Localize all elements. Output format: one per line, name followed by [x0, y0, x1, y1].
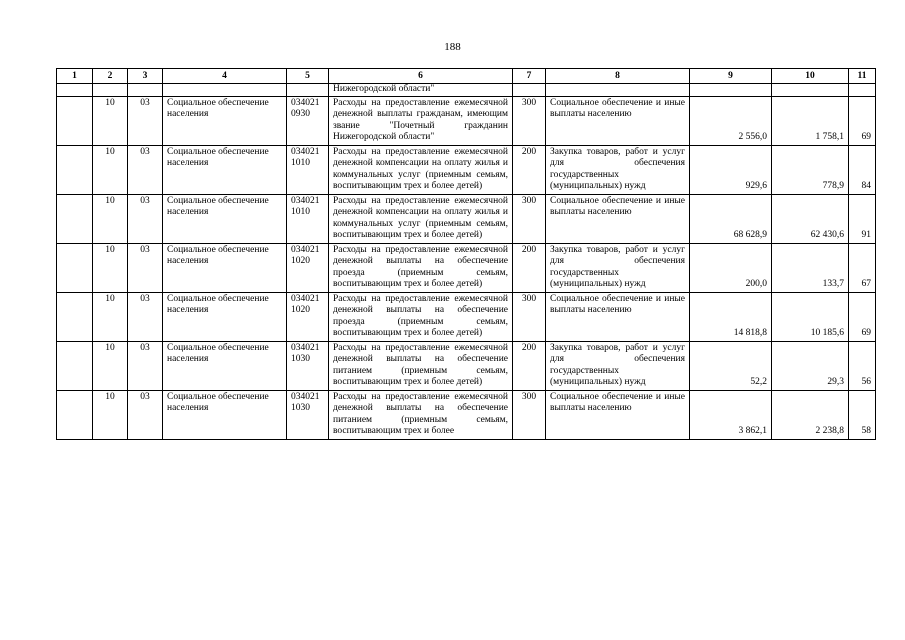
cell-percent: 91: [849, 194, 876, 243]
cell-expense-type: 300: [513, 390, 546, 439]
table-row: [57, 341, 876, 390]
cell-section: 10: [93, 145, 128, 194]
cell-expense-type: 200: [513, 145, 546, 194]
cell-subsection: 03: [128, 243, 163, 292]
col-header-1: 1: [57, 69, 93, 84]
cell-expense-type: 300: [513, 194, 546, 243]
cell-expense-type-name: Социальное обеспечение и иные выплаты населению: [546, 390, 690, 439]
cell-expense-name: Расходы на предоставление ежемесячной денежной компенсации на оплату жилья и коммунальных услуг (приемным семьям, воспитывающим трех и более детей): [329, 145, 513, 194]
cell-section-name: Социальное обеспечение населения: [163, 145, 287, 194]
cell-target-code: 034021 1020: [287, 292, 329, 341]
cell-target-code: 034021 1030: [287, 390, 329, 439]
cell-executed: 778,9: [772, 145, 849, 194]
cell-executed: 133,7: [772, 243, 849, 292]
cell-section-name: Социальное обеспечение населения: [163, 390, 287, 439]
table-row: [57, 96, 876, 145]
cell-subsection: 03: [128, 96, 163, 145]
cell-section-name: Социальное обеспечение населения: [163, 194, 287, 243]
table-row: [57, 145, 876, 194]
cell-percent: 67: [849, 243, 876, 292]
cell-col1: [57, 96, 93, 145]
cell-target-code: 034021 1010: [287, 145, 329, 194]
cell-subsection: 03: [128, 194, 163, 243]
cell-expense-name: Расходы на предоставление ежемесячной денежной выплаты на обеспечение проезда (приемным семьям, воспитывающим трех и более детей): [329, 243, 513, 292]
col-header-4: 4: [163, 69, 287, 84]
cell-section-name: Социальное обеспечение населения: [163, 243, 287, 292]
col-header-3: 3: [128, 69, 163, 84]
cell-percent: 84: [849, 145, 876, 194]
cell-planned: 929,6: [690, 145, 772, 194]
cell-percent: 69: [849, 292, 876, 341]
cell-section: 10: [93, 243, 128, 292]
cell-section: 10: [93, 96, 128, 145]
cell-expense-type: 200: [513, 243, 546, 292]
cell-section-name: Социальное обеспечение населения: [163, 96, 287, 145]
cell-executed: 62 430,6: [772, 194, 849, 243]
cell-planned: 2 556,0: [690, 96, 772, 145]
cell-expense-name: Расходы на предоставление ежемесячной денежной выплаты на обеспечение питанием (приемным семьям, воспитывающим трех и более детей): [329, 341, 513, 390]
cell-expense-type: 300: [513, 292, 546, 341]
cell-expense-type-name: Закупка товаров, работ и услуг для обеспечения государственных (муниципальных) нужд: [546, 341, 690, 390]
cell-expense-type-name: Социальное обеспечение и иные выплаты населению: [546, 96, 690, 145]
col-header-8: 8: [546, 69, 690, 84]
cell-col1: [57, 145, 93, 194]
cell-target-code: 034021 0930: [287, 96, 329, 145]
cell-percent: 58: [849, 390, 876, 439]
cell-executed: 29,3: [772, 341, 849, 390]
continuation-row: [57, 84, 876, 97]
continuation-text: Нижегородской области": [329, 84, 513, 97]
cell-executed: 10 185,6: [772, 292, 849, 341]
cell-subsection: 03: [128, 390, 163, 439]
cell-section: 10: [93, 390, 128, 439]
cell-col1: [57, 292, 93, 341]
cell-expense-name: Расходы на предоставление ежемесячной денежной выплаты на обеспечение проезда (приемным семьям, воспитывающим трех и более детей): [329, 292, 513, 341]
cell-executed: 2 238,8: [772, 390, 849, 439]
cell-subsection: 03: [128, 341, 163, 390]
budget-table: [56, 68, 876, 440]
cell-section: 10: [93, 292, 128, 341]
cell-subsection: 03: [128, 145, 163, 194]
cell-percent: 69: [849, 96, 876, 145]
header-row: [57, 69, 876, 84]
cell-planned: 68 628,9: [690, 194, 772, 243]
cell-section: 10: [93, 341, 128, 390]
cell-expense-type: 300: [513, 96, 546, 145]
cell-col1: [57, 390, 93, 439]
cell-expense-type: 200: [513, 341, 546, 390]
page-number: 188: [444, 41, 461, 53]
cell-expense-name: Расходы на предоставление ежемесячной денежной выплаты на обеспечение питанием (приемным семьям, воспитывающим трех и более: [329, 390, 513, 439]
col-header-11: 11: [849, 69, 876, 84]
col-header-9: 9: [690, 69, 772, 84]
col-header-6: 6: [329, 69, 513, 84]
cell-expense-type-name: Социальное обеспечение и иные выплаты населению: [546, 292, 690, 341]
cell-planned: 14 818,8: [690, 292, 772, 341]
cell-executed: 1 758,1: [772, 96, 849, 145]
cell-subsection: 03: [128, 292, 163, 341]
cell-target-code: 034021 1020: [287, 243, 329, 292]
cell-col1: [57, 341, 93, 390]
col-header-2: 2: [93, 69, 128, 84]
col-header-7: 7: [513, 69, 546, 84]
col-header-10: 10: [772, 69, 849, 84]
cell-expense-type-name: Социальное обеспечение и иные выплаты населению: [546, 194, 690, 243]
cell-section-name: Социальное обеспечение населения: [163, 292, 287, 341]
cell-section: 10: [93, 194, 128, 243]
cell-expense-type-name: Закупка товаров, работ и услуг для обеспечения государственных (муниципальных) нужд: [546, 145, 690, 194]
cell-planned: 3 862,1: [690, 390, 772, 439]
cell-planned: 52,2: [690, 341, 772, 390]
table-row: [57, 292, 876, 341]
cell-col1: [57, 194, 93, 243]
table-row: [57, 390, 876, 439]
cell-target-code: 034021 1030: [287, 341, 329, 390]
cell-planned: 200,0: [690, 243, 772, 292]
cell-expense-type-name: Закупка товаров, работ и услуг для обеспечения государственных (муниципальных) нужд: [546, 243, 690, 292]
table-row: [57, 243, 876, 292]
cell-col1: [57, 243, 93, 292]
cell-expense-name: Расходы на предоставление ежемесячной денежной компенсации на оплату жилья и коммунальных услуг (приемным семьям, воспитывающим трех и более детей): [329, 194, 513, 243]
cell-section-name: Социальное обеспечение населения: [163, 341, 287, 390]
table-row: [57, 194, 876, 243]
cell-percent: 56: [849, 341, 876, 390]
cell-expense-name: Расходы на предоставление ежемесячной денежной выплаты гражданам, имеющим звание "Почетный гражданин Нижегородской области": [329, 96, 513, 145]
col-header-5: 5: [287, 69, 329, 84]
cell-target-code: 034021 1010: [287, 194, 329, 243]
